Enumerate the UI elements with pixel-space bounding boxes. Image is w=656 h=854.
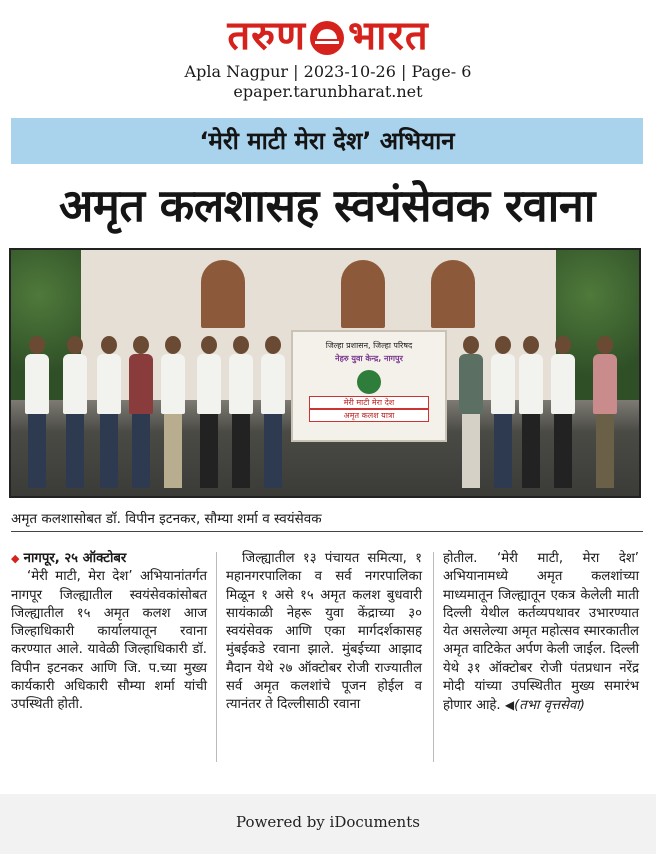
separator: |	[293, 62, 304, 81]
column-divider	[433, 552, 434, 762]
edition-name: Apla Nagpur	[184, 62, 289, 81]
powered-by-link[interactable]: Powered by iDocuments	[236, 813, 420, 831]
article-photo	[9, 248, 641, 498]
article-dateline: नागपूर, २५ ऑक्टोबर	[23, 551, 127, 566]
news-agency: (तभा वृत्तसेवा)	[514, 698, 585, 714]
banner-line-1: जिल्हा प्रशासन, जिल्हा परिषद	[325, 341, 413, 350]
article-headline: अमृत कलशासह स्वयंसेवक रवाना	[59, 179, 595, 232]
column-2-text: जिल्ह्यातील १३ पंचायत समित्या, १ महानगरपालिका व सर्व नगरपालिका मिळून १ असे १५ अमृत कलश बुधवारी सायंकाळी नेहरू युवा केंद्राच्या ३० स्वयंसेवक आणि एका मार्गदर्शकासह मुंबईकडे रवाना झाले. मुंबईच्या आझाद मैदान येथे २७ ऑक्टोबर रोजी राज्यातील सर्व अमृत कलशांचे पूजन होईल व त्यानंतर ते दिल्लीसाठी रवाना	[226, 551, 422, 713]
edition-date: 2023-10-26	[303, 62, 396, 81]
article-column-3	[443, 550, 639, 716]
page-number: Page- 6	[411, 62, 472, 81]
end-mark-icon: ◀	[504, 698, 515, 713]
article-column-1	[11, 550, 207, 715]
site-link[interactable]: epaper.tarunbharat.net	[233, 82, 423, 101]
footer-bar	[0, 794, 656, 854]
logo-text-bharat: भारत	[348, 13, 429, 59]
photo-caption: अमृत कलशासोबत डॉ. विपीन इटनकर, सौम्या शर्मा व स्वयंसेवक	[11, 507, 643, 532]
separator: |	[400, 62, 412, 81]
article-column-2	[226, 550, 422, 715]
event-banner	[291, 330, 447, 442]
column-3-text: होतील. ‘मेरी माटी, मेरा देश’ अभियानामध्ये अमृत कलशांच्या माध्यमातून जिल्ह्यातून एकत्र केलेली माती दिल्ली येथील कर्तव्यपथावर उभारण्यात येत असलेल्या अमृत महोत्सव स्मारकातील अमृत वाटिकेत अर्पण केली जाईल. दिल्ली येथे ३१ ऑक्टोबर रोजी पंतप्रधान नरेंद्र मोदी यांच्या उपस्थितीत मुख्य समारंभ होणार आहे.	[443, 551, 640, 714]
newspaper-logo[interactable]	[227, 14, 428, 58]
banner-line-4: अमृत कलश यात्रा	[309, 409, 429, 422]
diamond-bullet-icon: ◆	[11, 552, 20, 565]
banner-line-3: मेरी माटी मेरा देश	[309, 396, 429, 409]
column-1-text: ‘मेरी माटी, मेरा देश’ अभियानांतर्गत नागपूर जिल्ह्यातील स्वयंसेवकांसोबत जिल्ह्यातील १५ अमृत कलश आज जिल्हाधिकारी कार्यालयातून रवाना करण्यात आले. यावेळी जिल्हाधिकारी डॉ. विपीन इटनकर आणि जि. प.च्या मुख्य कार्यकारी अधिकारी सौम्या शर्मा यांची उपस्थिती होती.	[11, 569, 207, 713]
banner-line-2: नेहरु युवा केन्द्र, नागपुर	[335, 354, 403, 363]
article-kicker: ‘मेरी माटी मेरा देश’ अभियान	[11, 118, 643, 164]
emblem-seal-icon	[357, 370, 381, 394]
sun-emblem-icon	[310, 21, 344, 55]
column-divider	[216, 552, 217, 762]
masthead	[0, 14, 656, 102]
logo-text-tarun: तरुण	[227, 13, 306, 59]
edition-info	[0, 62, 656, 82]
